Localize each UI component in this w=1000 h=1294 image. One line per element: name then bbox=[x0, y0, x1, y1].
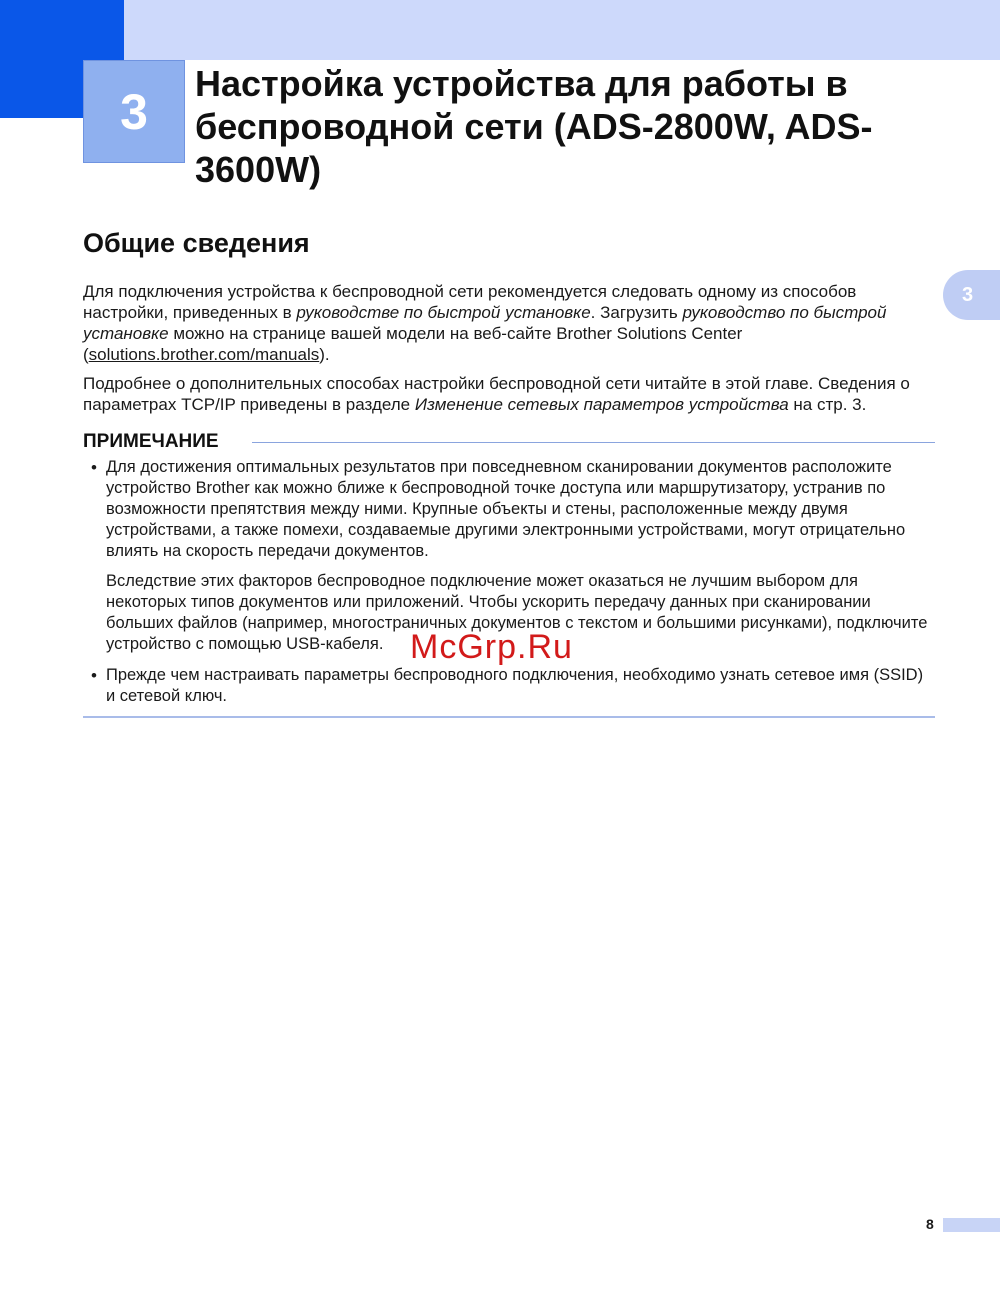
intro-text-3: можно на странице вашей модели на веб-сайте Brother Solutions Center ( bbox=[83, 324, 743, 364]
intro-text-1: Для подключения устройства к беспроводной сети рекомендуется следовать одному из способов настройки, приведенных в bbox=[83, 282, 857, 322]
intro-paragraph bbox=[83, 281, 943, 365]
quick-setup-guide-ref-1: руководстве по быстрой установке bbox=[296, 303, 591, 322]
solutions-center-link[interactable]: solutions.brother.com/manuals bbox=[88, 345, 320, 364]
intro-text-2: . Загрузить bbox=[590, 303, 683, 322]
intro-text-4: ). bbox=[319, 345, 330, 364]
details-paragraph bbox=[83, 373, 943, 415]
section-title: Общие сведения bbox=[83, 228, 310, 258]
watermark: McGrp.Ru bbox=[410, 628, 573, 666]
details-text-2: на стр. 3. bbox=[788, 395, 867, 414]
header-band-right bbox=[124, 0, 1000, 60]
note-item-1-paragraph-2: Вследствие этих факторов беспроводное подключение может оказаться не лучшим выбором для некоторых типов документов или приложений. Чтобы ускорить передачу данных при сканировании больших файлов (например, многостраничных документов с текстом и большими рисунками), подключите устройство с помощью USB-кабеля. bbox=[106, 572, 928, 653]
quick-setup-guide-ref-2: руководство по быстрой установке bbox=[83, 303, 887, 343]
network-settings-ref: Изменение сетевых параметров устройства bbox=[414, 395, 789, 414]
note-heading: ПРИМЕЧАНИЕ bbox=[83, 431, 219, 452]
details-text-1: Подробнее о дополнительных способах настройки беспроводной сети читайте в этой главе. Сведения о параметрах TCP/IP приведены в разделе bbox=[83, 374, 910, 414]
note-item-2: Прежде чем настраивать параметры беспроводного подключения, необходимо узнать сетевое имя (SSID) и сетевой ключ. bbox=[106, 666, 924, 705]
note-item-1-paragraph-1: Для достижения оптимальных результатов при повседневном сканировании документов расположите устройство Brother как можно ближе к беспроводной точке доступа или маршрутизатору, устранив по возможности препятствия между ними. Крупные объекты и стены, расположенные между двумя устройствами, а также помехи, создаваемые другими электронными устройствами, могут отрицательно влиять на скорость передачи документов. bbox=[106, 458, 906, 560]
chapter-number-box: 3 bbox=[83, 60, 185, 163]
page-number-tab bbox=[943, 1218, 1000, 1232]
note-end-divider bbox=[83, 716, 935, 718]
note-divider bbox=[252, 442, 935, 443]
bullet-2: • bbox=[91, 666, 97, 685]
bullet-1: • bbox=[91, 458, 97, 477]
chapter-title: Настройка устройства для работы в беспроводной сети (ADS-2800W, ADS-3600W) bbox=[195, 63, 873, 190]
page-number: 8 bbox=[926, 1216, 934, 1232]
chapter-side-tab: 3 bbox=[943, 270, 1000, 320]
